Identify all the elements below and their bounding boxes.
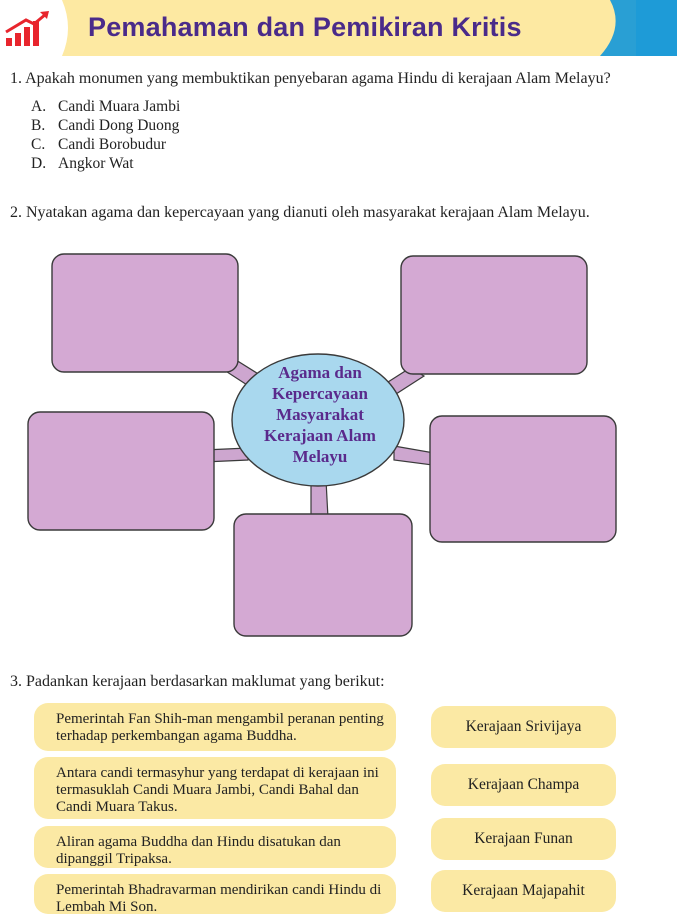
answer-box-top-left[interactable] — [52, 254, 238, 372]
match-left-item-4[interactable]: Pemerintah Bhadravarman mendirikan candi Hindu di Lembah Mi Son. — [34, 874, 396, 914]
question-1-text: 1. Apakah monumen yang membuktikan penyebaran agama Hindu di kerajaan Alam Melayu? — [10, 70, 611, 87]
answer-box-left[interactable] — [28, 412, 214, 530]
center-line: Melayu — [292, 447, 348, 466]
question-3-text: 3. Padankan kerajaan berdasarkan maklumat yang berikut: — [10, 673, 385, 690]
option-label: Candi Dong Duong — [58, 117, 180, 134]
answer-box-bottom[interactable] — [234, 514, 412, 636]
option-letter: C. — [31, 136, 46, 153]
option-label: Candi Borobudur — [58, 136, 167, 153]
center-label — [240, 362, 400, 467]
option-letter: A. — [31, 98, 47, 115]
match-left-item-3[interactable]: Aliran agama Buddha dan Hindu disatukan dan dipanggil Tripaksa. — [34, 826, 396, 868]
match-right-item-1[interactable]: Kerajaan Srivijaya — [431, 706, 616, 748]
option-label: Angkor Wat — [58, 155, 134, 172]
center-line: Kerajaan Alam — [264, 426, 376, 445]
match-left-item-2[interactable]: Antara candi termasyhur yang terdapat di kerajaan ini termasuklah Candi Muara Jambi, Candi Bahal dan Candi Muara Takus. — [34, 757, 396, 819]
match-right-item-4[interactable]: Kerajaan Majapahit — [431, 870, 616, 912]
match-right-item-2[interactable]: Kerajaan Champa — [431, 764, 616, 806]
answer-box-top-right[interactable] — [401, 256, 587, 374]
option-letter: B. — [31, 117, 46, 134]
center-line: Kepercayaan — [271, 384, 368, 403]
answer-box-right[interactable] — [430, 416, 616, 542]
option-label: Candi Muara Jambi — [58, 98, 181, 115]
section-title: Pemahaman dan Pemikiran Kritis — [88, 12, 522, 42]
option-letter: D. — [31, 155, 47, 172]
match-right-item-3[interactable]: Kerajaan Funan — [431, 818, 616, 860]
match-left-item-1[interactable]: Pemerintah Fan Shih-man mengambil peranan penting terhadap perkembangan agama Buddha. — [34, 703, 396, 751]
center-line: Masyarakat — [276, 405, 364, 424]
question-2-text: 2. Nyatakan agama dan kepercayaan yang dianuti oleh masyarakat kerajaan Alam Melayu. — [10, 204, 590, 221]
center-line: Agama dan — [278, 363, 362, 382]
